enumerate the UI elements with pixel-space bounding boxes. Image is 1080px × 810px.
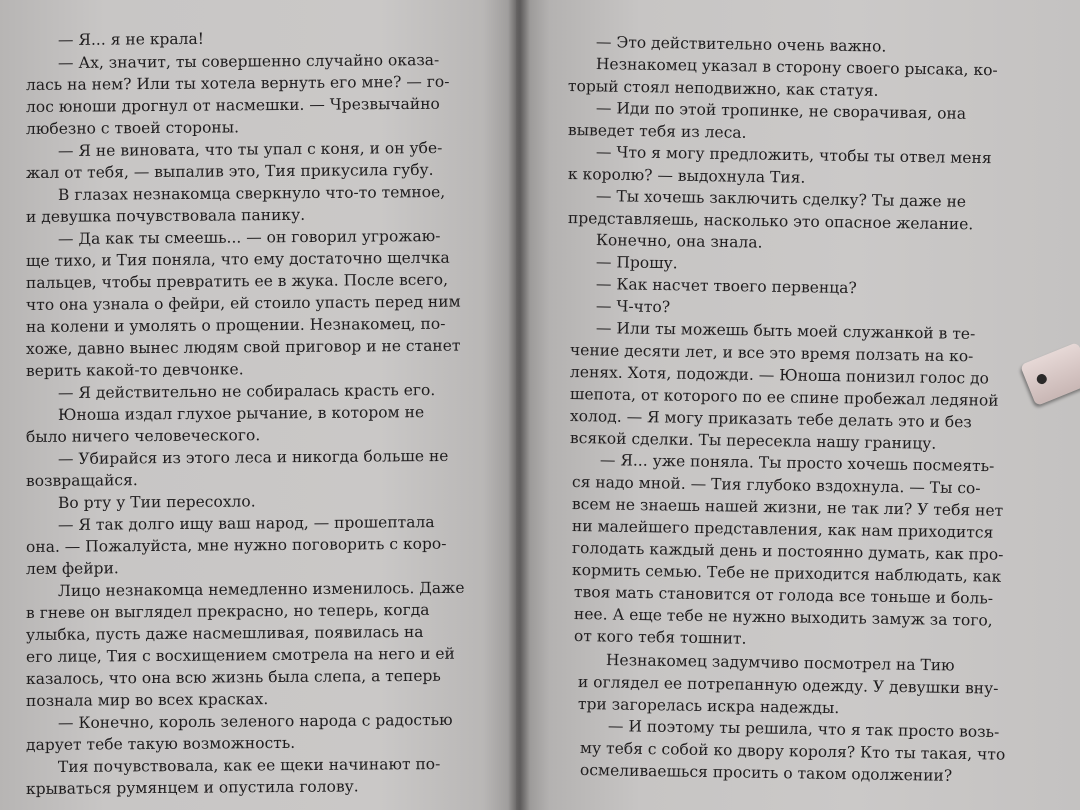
right-line: му тебя с собой ко двору короля? Кто ты такая, что [579,739,1006,764]
right-line: торый стоял неподвижно, как статуя. [567,77,879,100]
right-line: и оглядел ее потрепанную одежду. У девушки вну- [577,673,999,698]
right-line: твоя мать становится от голода все тоньше и боль- [573,583,994,608]
right-line: — Что я могу предложить, чтобы ты отвел меня [595,143,992,168]
right-line: голодать каждый день и постоянно думать, как про- [571,539,1004,564]
bookmark [1020,342,1080,406]
left-line: — Я так долго ищу ваш народ, — прошептала [57,513,435,534]
right-line: — Я... уже поняла. Ты просто хочешь посмеять- [599,451,995,476]
right-line: кормить семью. Тебе не приходится наблюдать, как [571,561,1002,586]
right-line: ленях. Хотя, подожди. — Юноша понизил голос до [569,363,990,388]
right-line: — Иди по этой тропинке, не сворачивая, она [595,99,967,123]
left-line: что она узнала о фейри, ей стоило упасть перед ним [25,292,461,314]
right-line: — Ты хочешь заключить сделку? Ты даже не [595,187,967,211]
right-line: чение десяти лет, и все это время ползать на ко- [569,341,974,366]
right-page [516,0,1080,810]
left-page [0,0,525,810]
left-line: она. — Пожалуйста, мне нужно поговорить с коро- [25,534,447,556]
right-line: — Как насчет твоего первенца? [595,275,857,298]
left-line: казалось, что она всю жизнь была слепа, а теперь [25,666,441,688]
left-line: возвращайся. [25,471,138,490]
left-line: — Убирайся из этого леса и никогда больше не [57,446,449,468]
left-line: улыбка, пусть даже насмешливая, появилась на [25,622,424,644]
left-line: — Конечно, король зеленого народа с радостью [57,710,453,732]
right-line: — Прошу. [595,253,678,273]
right-line: ни малейшего представления, как нам приходится [571,517,994,542]
left-line: лась на нем? Или ты хотела вернуть его мне? — го- [25,72,450,94]
right-line: шепота, от которого по ее спине пробежал ледяной [569,385,999,410]
left-line: лем фейри. [25,559,119,578]
right-line: всем не знаешь нашей жизни, не так ли? У тебя нет [571,495,1004,520]
left-line: Лицо незнакомца немедленно изменилось. Даже [57,578,465,600]
left-line: хоже, давно вынес людям свой приговор и не станет [25,336,461,358]
left-line: пальцев, чтобы превратить ее в жука. После всего, [25,270,449,292]
right-line: Незнакомец указал в сторону своего рысака, ко- [595,55,998,80]
left-line: крываться румянцем и опустила голову. [25,777,359,798]
left-line: дарует тебе такую возможность. [25,733,296,754]
right-line: осмеливаешься просить о таком одолжении? [579,761,953,785]
left-line: его лице, Тия с восхищением смотрела на него и ей [25,644,455,666]
right-line: Незнакомец задумчиво посмотрел на Тию [605,651,955,675]
right-line: всякой сделки. Ты пересекла нашу границу. [569,429,937,453]
left-line: познала мир во всех красках. [25,690,269,710]
right-line: к королю? — выдохнула Тия. [567,165,806,187]
bookmark-hole [1035,373,1048,386]
left-line: лос юноши дрогнул от насмешки. — Чрезвычайно [25,94,440,116]
book-spine-gutter [508,0,530,810]
right-line: выведет тебя из леса. [567,121,747,142]
right-line: — Ч-что? [595,297,671,317]
right-line: три загорелась искра надежды. [577,695,840,718]
right-line: нее. А еще тебе не нужно выходить замуж за того, [573,605,993,630]
left-line: — Я не виновата, что ты упал с коня, и он убе- [57,138,443,160]
right-line: Конечно, она знала. [595,231,763,252]
right-line: холод. — Я могу приказать тебе делать это и без [569,407,972,432]
left-line: — Я действительно не собиралась красть его. [57,381,436,402]
left-line: было ничего человеческого. [25,426,261,446]
left-line: В глазах незнакомца сверкнуло что-то темное, [57,182,446,204]
left-line: Юноша издал глухое рычание, в котором не [57,403,425,424]
left-line: — Я... я не крала! [57,29,205,49]
left-line: жал от тебя, — выпалив это, Тия прикусила губу. [25,160,434,182]
left-line: Во рту у Тии пересохло. [57,492,256,512]
left-line: любезно с твоей стороны. [25,118,240,138]
right-line: — И поэтому ты решила, что я так просто возь- [607,717,1000,742]
right-line: представляешь, насколько это опасное желание. [567,209,974,234]
right-line: от кого тебя тошнит. [573,627,747,648]
left-line: ще тихо, и Тия поняла, что ему достаточно щелчка [25,248,450,270]
left-line: — Ах, значит, ты совершенно случайно оказа- [57,51,440,72]
left-line: и девушка почувствовала панику. [25,205,306,226]
right-line: ся надо мной. — Тия глубоко вздохнула. — Ты со- [571,473,981,498]
left-line: — Да как ты смеешь... — он говорил угрожаю- [57,226,441,248]
right-line: — Это действительно очень важно. [595,33,887,56]
left-line: Тия почувствовала, как ее щеки начинают по- [57,754,441,776]
right-line: — Или ты можешь быть моей служанкой в те- [595,319,976,343]
left-line: верить какой-то девчонке. [25,360,244,380]
left-line: на колени и умолять о прощении. Незнакомец, по- [25,314,446,336]
left-line: в гневе он выглядел прекрасно, но теперь, когда [25,600,430,622]
